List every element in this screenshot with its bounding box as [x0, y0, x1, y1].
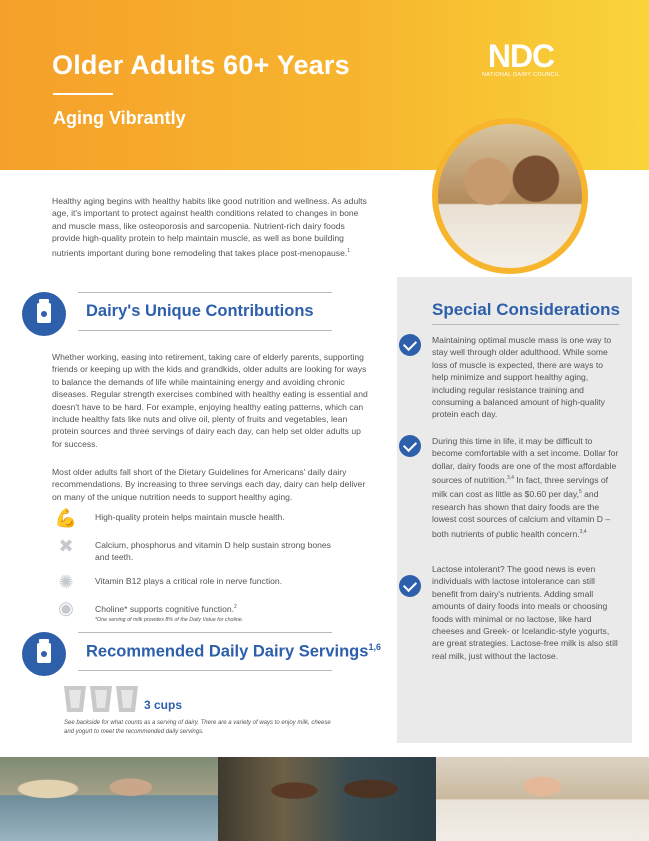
contributions-paragraph-1: Whether working, easing into retirement, taking care of elderly parents, supporting friends or keeping up with the kids and grandkids, older adults are looking for ways to balance the demands of life while maintaining energy and avoiding chronic diseases. Regular strength exercises combined with healthy eating is essential and doesn't have to be hard. For example, enjoying healthy eating patterns, which can include healthy fats like nuts and olive oil, plenty of fruits and vegetables, lean protein sources and three servings of dairy each day, can help set older adults up for success. — [52, 352, 368, 449]
servings-note: See backside for what counts as a serving of dairy. There are a variety of ways to enjoy milk, cheese and yogurt to meet the recommended daily servings. — [64, 720, 331, 735]
cup-icon — [116, 686, 138, 712]
choline-text: Choline* supports cognitive function. — [95, 603, 235, 614]
title-divider — [53, 93, 113, 95]
woman-drinking-photo — [436, 757, 649, 841]
special-item-2-ref-3: 3,4 — [579, 528, 587, 535]
nutrient-text: High-quality protein helps maintain muscle health. — [95, 512, 285, 522]
special-divider — [432, 324, 619, 325]
ndc-logo — [466, 40, 576, 78]
intro-paragraph — [52, 195, 370, 259]
logo-mark: NDC — [487, 38, 555, 74]
logo-text: NATIONAL DAIRY COUNCIL — [482, 72, 560, 78]
contributions-paragraph-2: Most older adults fall short of the Dietary Guidelines for Americans' daily dairy recommendations. By increasing to three servings each day, dairy can help deliver on many of the unique nutrition needs to support healthy aging. — [52, 467, 366, 502]
intro-ref: 1 — [347, 247, 351, 254]
special-item-2-ref-2: 5 — [578, 489, 582, 496]
check-icon — [399, 334, 421, 356]
contributions-heading: Dairy's Unique Contributions — [86, 302, 314, 320]
bottom-photo-strip — [0, 757, 649, 841]
nutrient-text: Calcium, phosphorus and vitamin D help sustain strong bones and teeth. — [95, 540, 331, 563]
milk-jar-icon — [22, 292, 66, 336]
section-rule-top — [78, 292, 332, 293]
muscle-icon: 💪 — [54, 508, 78, 528]
check-icon — [399, 575, 421, 597]
special-item-2-b: In fact, three servings of milk can cost as little as $0.60 per day, — [432, 475, 609, 500]
servings-heading-text: Recommended Daily Dairy Servings — [86, 642, 369, 661]
special-item-2-ref-1: 3,4 — [507, 475, 514, 482]
bone-icon: ✖ — [58, 536, 74, 556]
cup-icon — [90, 686, 112, 712]
check-icon — [399, 435, 421, 457]
nutrient-text — [95, 601, 345, 615]
brain-icon: ◉ — [58, 598, 74, 618]
special-item-2 — [432, 435, 619, 540]
page-title: Older Adults 60+ Years — [52, 50, 350, 80]
section-rule-bottom — [78, 670, 332, 671]
grandfather-child-photo — [218, 757, 436, 841]
milk-jar-icon — [22, 632, 66, 676]
contributions-header — [22, 292, 332, 336]
special-item-2-c: and research has shown that dairy foods are the lowest cost sources of calcium and vitamin D – both nutrients of public health concern. — [432, 489, 611, 539]
servings-header — [22, 632, 381, 676]
family-photo — [0, 757, 218, 841]
couple-photo — [432, 118, 588, 274]
cup-icon — [64, 686, 86, 712]
choline-ref: 2 — [234, 604, 237, 610]
section-rule-top — [78, 632, 332, 633]
special-item-1: Maintaining optimal muscle mass is one way to stay well through older adulthood. While some loss of muscle is expected, there are ways to help minimize and support healthy aging, including regular resistance training and consuming a balanced amount of high-quality protein each day. — [432, 335, 612, 420]
servings-ref: 1,6 — [368, 642, 381, 652]
nutrient-text: Vitamin B12 plays a critical role in nerve function. — [95, 576, 283, 586]
intro-text: Healthy aging begins with healthy habits like good nutrition and wellness. As adults age, it's important to protect against health conditions related to changes in bone and muscle mass, like osteoporosis and sarcopenia. Nutrient-rich dairy foods provide high-quality protein to help maintain muscle, as well as bone building nutrients important during bone remodeling that takes place post-menopause. — [52, 196, 367, 258]
page-subtitle: Aging Vibrantly — [53, 108, 186, 128]
special-item-2-a: During this time in life, it may be difficult to become comfortable with a set income. Dollar for dollar, dairy foods are one of the most affordable sources of nutrition. — [432, 436, 619, 486]
section-rule-bottom — [78, 330, 332, 331]
nerve-icon: ✺ — [58, 572, 74, 592]
special-item-3: Lactose intolerant? The good news is even individuals with lactose intolerance can still benefit from dairy's nutrients. Adding small amounts of dairy foods into meals or choosing foods with minimal or no lactose, like hard cheeses and Greek- or Icelandic-style yogurts, are great strategies. Lactose-free milk is also still real milk, just without the lactose. — [432, 564, 618, 661]
choline-footnote: *One serving of milk provides 8% of the Daily Value for choline. — [95, 617, 244, 623]
servings-amount: 3 cups — [144, 698, 183, 712]
servings-heading — [86, 642, 381, 662]
special-heading: Special Considerations — [432, 300, 620, 319]
